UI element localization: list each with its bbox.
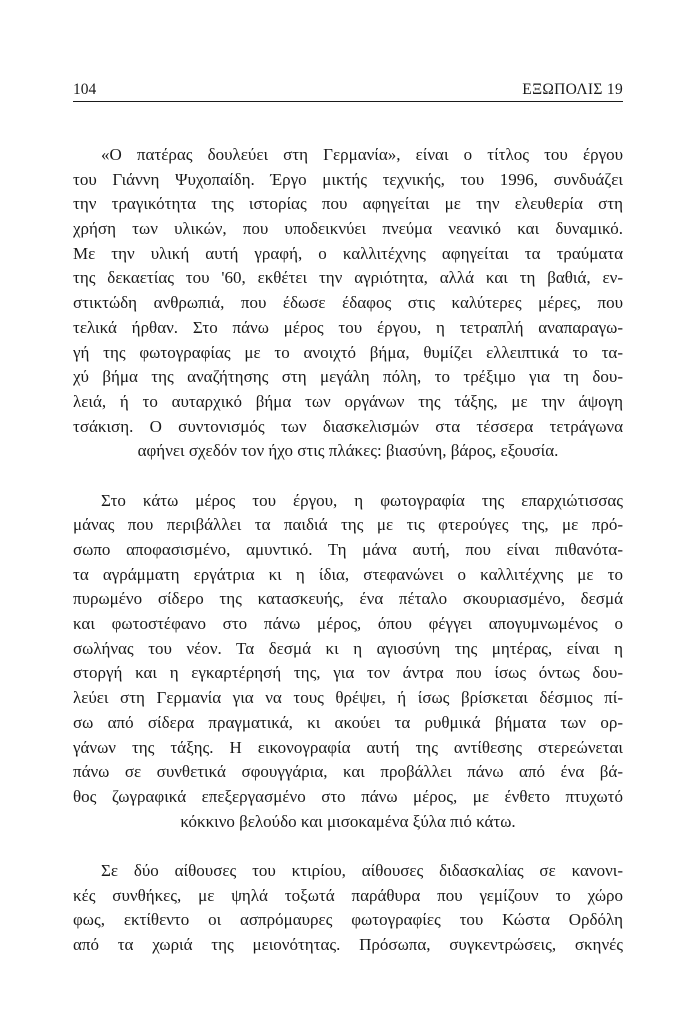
text-line: τσάκιση. Ο συντονισμός των διασκελισμών στα τέσσερα τετράγωνα (73, 416, 623, 436)
body-text (73, 143, 623, 958)
text-line: Σε δύο αίθουσες του κτιρίου, αίθουσες διδασκαλίας σε κανονι- (101, 860, 623, 880)
text-line: πυρωμένο σίδερο της κατασκευής, ένα πέταλο σκουριασμένο, δεσμά (73, 589, 623, 609)
text-line: σω από σίδερα πραγματικά, κι ακούει τα ρυθμικά βήματα των ορ- (73, 712, 623, 732)
text-line: γή της φωτογραφίας με το ανοιχτό βήμα, θυμίζει ελλειπτικά το τα- (73, 342, 623, 362)
paragraph (73, 489, 623, 835)
text-line: χύ βήμα της αναζήτησης στη μεγάλη πόλη, το τρέξιμο για τη δου- (73, 367, 623, 387)
text-line: μάνας που περιβάλλει τα παιδιά της με τις φτερούγες της, με πρό- (73, 515, 623, 535)
text-line: Στο κάτω μέρος του έργου, η φωτογραφία της επαρχιώτισσας (101, 490, 623, 510)
text-line: την τραγικότητα της ιστορίας που αφηγείται με την ελευθερία στη (73, 194, 623, 214)
text-line: «Ο πατέρας δουλεύει στη Γερμανία», είναι ο τίτλος του έργου (101, 145, 623, 164)
text-line: τελικά ήρθαν. Στο πάνω μέρος του έργου, η τετραπλή αναπαραγω- (73, 317, 623, 337)
text-line: τα αγράμματη εργάτρια κι η ίδια, στεφανώνει ο καλλιτέχνης με το (73, 564, 623, 584)
text-line: σωλήνας του νέον. Τα δεσμά κι η αγιοσύνη της μητέρας, είναι η (73, 638, 623, 658)
text-line: του Γιάννη Ψυχοπαίδη. Έργο μικτής τεχνικής, του 1996, συνδυάζει (73, 169, 623, 189)
running-title: ΕΞΩΠΟΛΙΣ 19 (522, 81, 623, 98)
text-line: χρήση των υλικών, που υποδεικνύει πνεύμα νεανικό και δυναμικό. (73, 219, 623, 239)
text-line: και φωτοστέφανο στο πάνω μέρος, όπου φέγγει απογυμνωμένος ο (73, 614, 623, 634)
paragraph-gap (73, 834, 623, 859)
header-rule (73, 101, 623, 102)
text-line: θος ζωγραφικά επεξεργασμένο στο πάνω μέρος, με ένθετο πτυχωτό (73, 786, 623, 806)
text-line: από τα χωριά της μειονότητας. Πρόσωπα, συγκεντρώσεις, σκηνές (73, 935, 623, 954)
paragraph (73, 859, 623, 958)
paragraph (73, 143, 623, 464)
text-line: κές συνθήκες, με ψηλά τοξωτά παράθυρα που γεμίζουν το χώρο (73, 885, 623, 905)
page-number: 104 (73, 81, 97, 98)
text-line: φως, εκτίθεντο οι ασπρόμαυρες φωτογραφίες του Κώστα Ορδόλη (73, 910, 623, 930)
text-line: πάνω σε συνθετικά σφουγγάρια, και προβάλλει πάνω από ένα βά- (73, 762, 623, 782)
paragraph-gap (73, 464, 623, 489)
text-line: λειά, ή το αυταρχικό βήμα των οργάνων της τάξης, με την άψογη (73, 391, 623, 411)
text-line: γάνων της τάξης. Η εικονογραφία αυτή της αντίθεσης στερεώνεται (73, 737, 623, 757)
text-line: στικτώδη ανθρωπιά, που έδωσε έδαφος στις καλύτερες μέρες, που (73, 293, 623, 313)
text-line: Με την υλική αυτή γραφή, ο καλλιτέχνης αφηγείται τα τραύματα (73, 243, 623, 263)
text-line: στοργή και η εγκαρτέρησή της, για τον άντρα που ίσως όντως δου- (73, 663, 623, 683)
text-line: αφήνει σχεδόν τον ήχο στις πλάκες: βιασύνη, βάρος, εξουσία. (137, 441, 559, 461)
text-line: σωπο αποφασισμένο, αμυντικό. Τη μάνα αυτή, που είναι πιθανότα- (73, 540, 623, 559)
running-header (73, 80, 623, 102)
text-line: της δεκαετίας του '60, εκθέτει την αγριότητα, αλλά και τη βαθιά, εν- (73, 268, 623, 288)
text-line: λεύει στη Γερμανία για να τους θρέψει, ή ίσως βρίσκεται δέσμιος πί- (73, 688, 623, 708)
text-line: κόκκινο βελούδο και μισοκαμένα ξύλα πιό κάτω. (180, 811, 516, 831)
